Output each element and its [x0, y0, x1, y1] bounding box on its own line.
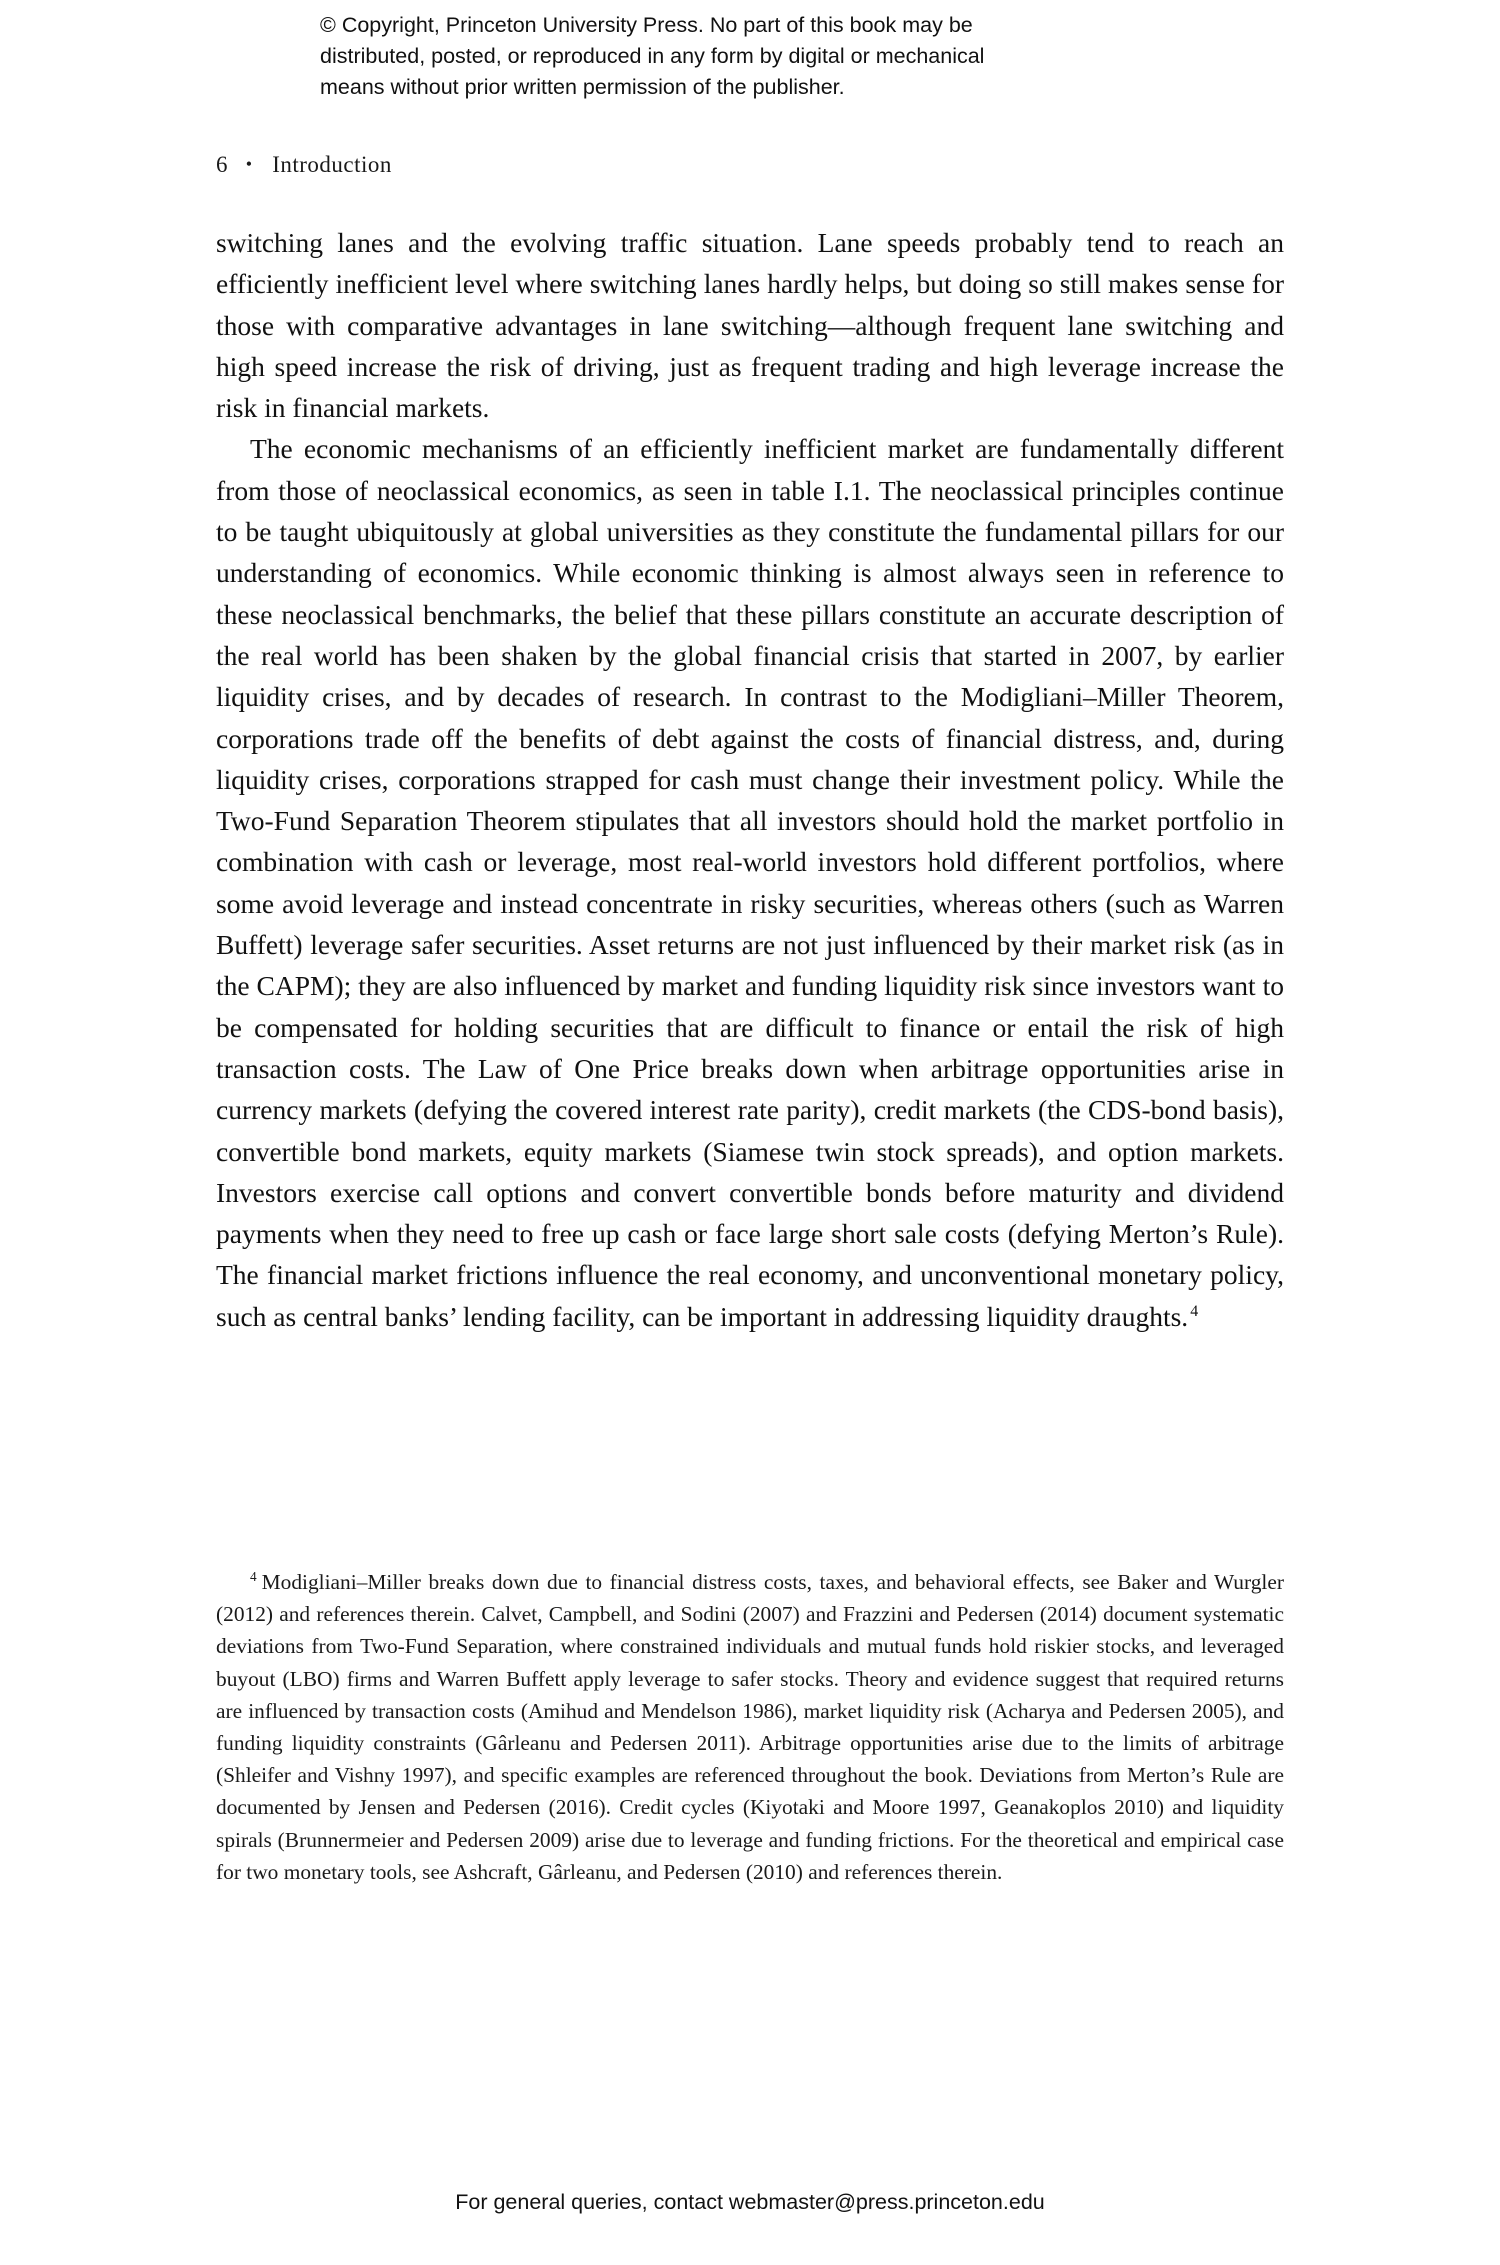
- running-head: [216, 150, 392, 181]
- footnote-block: [216, 1566, 1284, 1888]
- page-number: 6: [216, 152, 228, 177]
- footnote-marker: 4: [250, 1568, 257, 1584]
- body-paragraph-text: The economic mechanisms of an efficiently inefficient market are fundamentally different from those of neoclassical economics, as seen in table I.1. The neoclassical principles continue to be taught ubiquitously at global universities as they constitute the fundamental pillars for our understanding of economics. While economic thinking is almost always seen in reference to these neoclassical benchmarks, the belief that these pillars constitute an accurate description of the real world has been shaken by the global financial crisis that started in 2007, by earlier liquidity crises, and by decades of research. In contrast to the Modigliani–Miller Theorem, corporations trade off the benefits of debt against the costs of financial distress, and, during liquidity crises, corporations strapped for cash must change their investment policy. While the Two-Fund Separation Theorem stipulates that all investors should hold the market portfolio in combination with cash or leverage, most real-world investors hold different portfolios, where some avoid leverage and instead concentrate in risky securities, whereas others (such as Warren Buffett) leverage safer securities. Asset returns are not just influenced by their market risk (as in the CAPM); they are also influenced by market and funding liquidity risk since investors want to be compensated for holding securities that are difficult to finance or entail the risk of high transaction costs. The Law of One Price breaks down when arbitrage opportunities arise in currency markets (defying the covered interest rate parity), credit markets (the CDS-bond basis), convertible bond markets, equity markets (Siamese twin stock spreads), and option markets. Investors exercise call options and convert convertible bonds before maturity and dividend payments when they need to free up cash or face large short sale costs (defying Merton’s Rule). The financial market frictions influence the real economy, and unconventional monetary policy, such as central banks’ lending facility, can be important in addressing liquidity draughts.: [216, 433, 1284, 1332]
- footnote-4: [216, 1566, 1284, 1888]
- chapter-title: Introduction: [272, 152, 392, 177]
- copyright-notice-line-3: means without prior written permission of the publisher.: [320, 75, 845, 99]
- footer-contact-text: For general queries, contact webmaster@press.princeton.edu: [455, 2190, 1045, 2214]
- footnote-body-text: Modigliani–Miller breaks down due to financial distress costs, taxes, and behavioral effects, see Baker and Wurgler (2012) and references therein. Calvet, Campbell, and Sodini (2007) and Frazzini and Pedersen (2014) document systematic deviations from Two-Fund Separation, where constrained individuals and mutual funds hold riskier stocks, and leveraged buyout (LBO) firms and Warren Buffett apply leverage to safer stocks. Theory and evidence suggest that required returns are influenced by transaction costs (Amihud and Mendelson 1986), market liquidity risk (Acharya and Pedersen 2005), and funding liquidity constraints (Gârleanu and Pedersen 2011). Arbitrage opportunities arise due to the limits of arbitrage (Shleifer and Vishny 1997), and specific examples are referenced throughout the book. Deviations from Merton’s Rule are documented by Jensen and Pedersen (2016). Credit cycles (Kiyotaki and Moore 1997, Geanakoplos 2010) and liquidity spirals (Brunnermeier and Pedersen 2009) arise due to leverage and funding frictions. For the theoretical and empirical case for two monetary tools, see Ashcraft, Gârleanu, and Pedersen (2010) and references therein.: [216, 1570, 1284, 1884]
- copyright-notice: [320, 10, 1160, 103]
- copyright-notice-line-2: distributed, posted, or reproduced in any form by digital or mechanical: [320, 44, 985, 68]
- body-paragraph-economic-mechanisms: [216, 428, 1284, 1337]
- copyright-notice-line-1: © Copyright, Princeton University Press. No part of this book may be: [320, 13, 973, 37]
- body-paragraph-continued: switching lanes and the evolving traffic situation. Lane speeds probably tend to reach an efficiently inefficient level where switching lanes hardly helps, but doing so still makes sense for those with comparative advantages in lane switching—although frequent lane switching and high speed increase the risk of driving, just as frequent trading and high leverage increase the risk in financial markets.: [216, 227, 1284, 424]
- body-text-block: [216, 222, 1284, 1337]
- running-head-bullet-icon: •: [245, 154, 253, 174]
- footnote-reference-marker[interactable]: 4: [1190, 1302, 1199, 1320]
- page-footer: [0, 2190, 1500, 2215]
